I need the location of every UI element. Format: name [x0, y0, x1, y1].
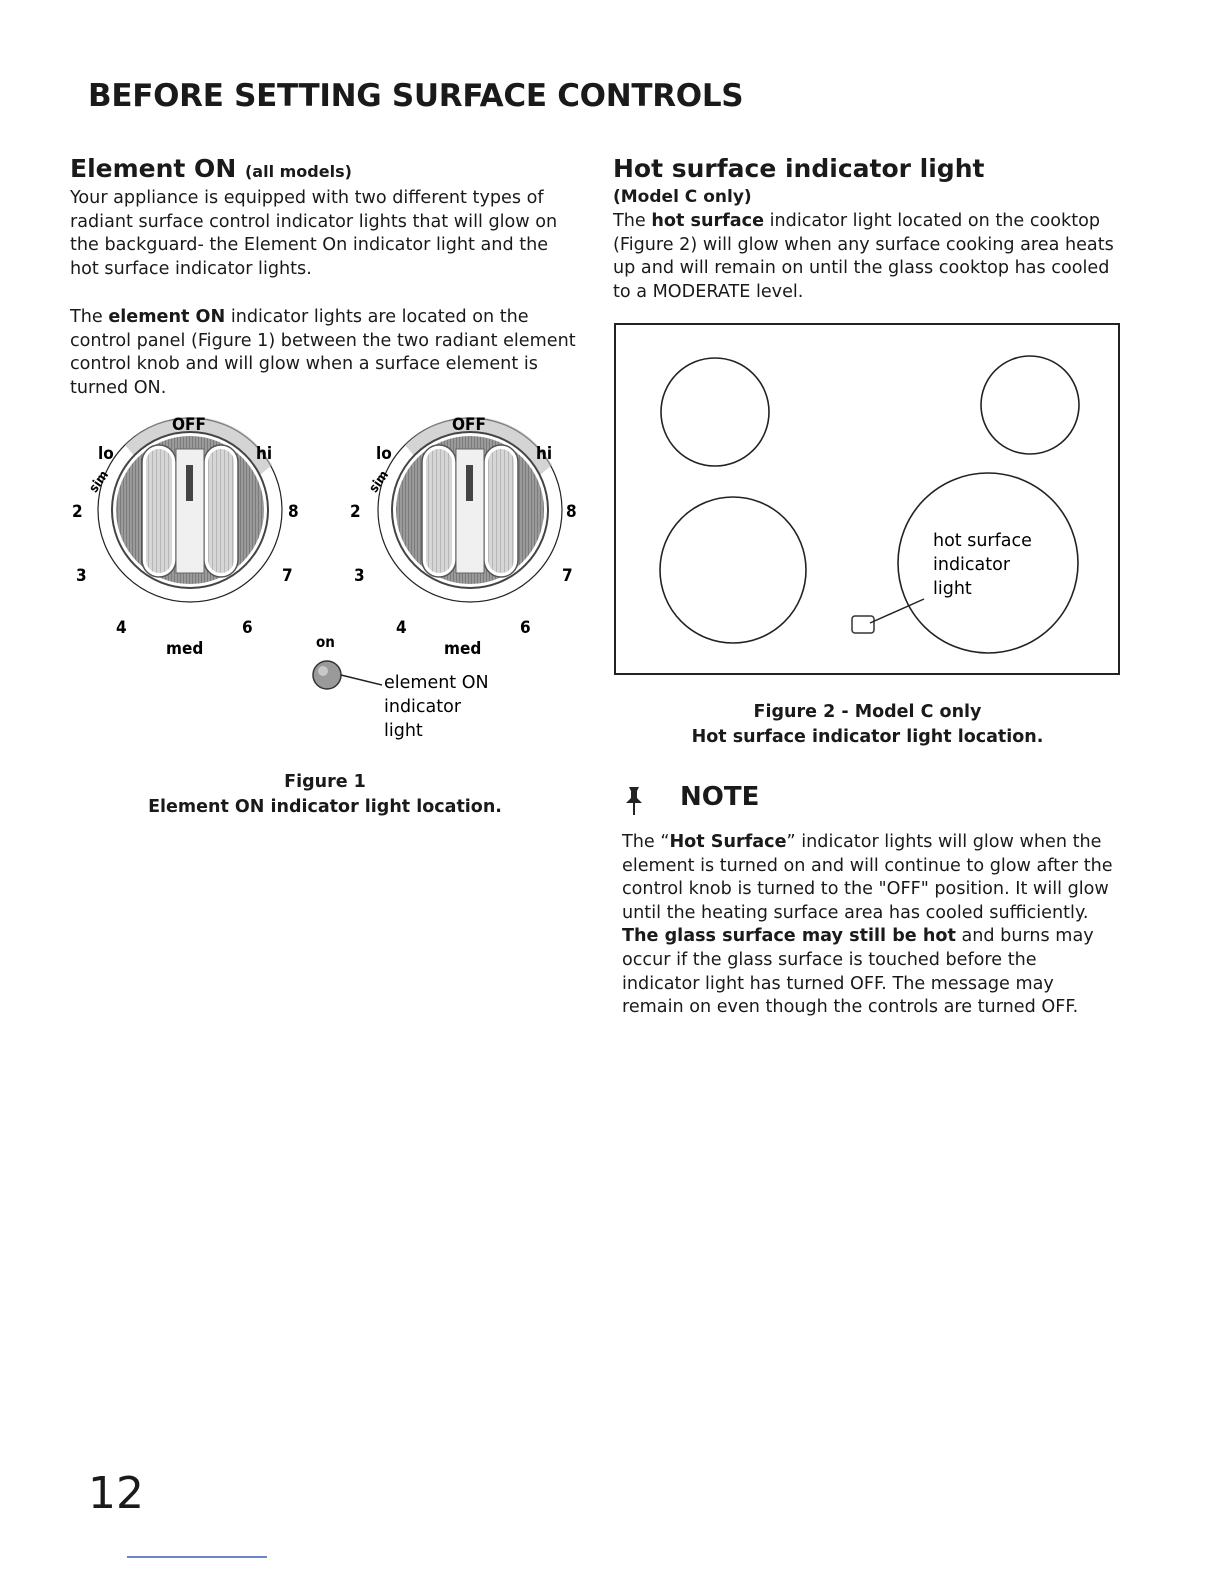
- pushpin-icon: [622, 785, 646, 817]
- right-knob-off-label: OFF: [452, 415, 486, 435]
- element-on-callout-line2: indicator: [384, 697, 462, 717]
- left-knob-8-label: 8: [288, 502, 299, 522]
- footer-rule: [127, 1556, 267, 1558]
- hot-surface-indicator-light: [852, 616, 874, 633]
- left-knob-4-label: 4: [116, 618, 127, 638]
- element-on-heading-text: Element ON: [70, 154, 237, 183]
- element-on-heading: [70, 154, 352, 183]
- p2-pre: The: [70, 307, 109, 327]
- left-knob-med-label: med: [166, 639, 204, 659]
- hs-post: indicator light located on the cooktop (Figure 2) will glow when any surface cooking area heats up and will remain on until the glass cooktop has cooled to a MODERATE level.: [613, 211, 1114, 302]
- right-knob-2-label: 2: [350, 502, 361, 522]
- right-knob-sim-label: sim: [366, 468, 393, 496]
- right-knob-3-label: 3: [354, 566, 365, 586]
- element-on-callout-line1: element ON: [384, 673, 489, 693]
- p2-bold: element ON: [108, 307, 226, 327]
- right-knob-pointer: [466, 465, 473, 501]
- note-b1: Hot Surface: [669, 832, 787, 852]
- element-on-callout-line3: light: [384, 721, 423, 741]
- left-knob-pointer: [186, 465, 193, 501]
- element-on-indicator-light: [313, 661, 341, 689]
- figure-1-caption-text: Element ON indicator light location.: [148, 797, 502, 817]
- right-knob-6-label: 6: [520, 618, 531, 638]
- left-knob-hi-label: hi: [256, 444, 273, 464]
- p2-post: indicator lights are located on the control panel (Figure 1) between the two radiant element control knob and will glow when a surface element is turned ON.: [70, 307, 576, 398]
- hot-surface-subheading: (Model C only): [613, 187, 752, 207]
- figure-2-cooktop: [614, 323, 1121, 677]
- figure-1-caption: [110, 770, 540, 820]
- left-knob-3-label: 3: [76, 566, 87, 586]
- on-label: on: [316, 633, 335, 651]
- left-knob: [98, 417, 282, 602]
- figure-2-caption: [614, 700, 1121, 750]
- right-knob-4-label: 4: [396, 618, 407, 638]
- page-title: BEFORE SETTING SURFACE CONTROLS: [88, 78, 744, 114]
- figure-1-knobs: [60, 405, 600, 750]
- figure-2-caption-title: Figure 2 - Model C only: [753, 702, 982, 722]
- right-knob-8-label: 8: [566, 502, 577, 522]
- note-t3: and burns may occur if the glass surface is touched before the indicator light has turned OFF. The message may remain on even though the controls are turned OFF.: [622, 926, 1094, 1018]
- right-knob-lo-label: lo: [376, 444, 392, 464]
- figure-2-caption-text: Hot surface indicator light location.: [691, 727, 1044, 747]
- note-title: NOTE: [680, 782, 760, 812]
- hot-surface-heading: Hot surface indicator light: [613, 154, 985, 183]
- hs-pre: The: [613, 211, 652, 231]
- note-b2: The glass surface may still be hot: [622, 926, 956, 947]
- figure-1-caption-title: Figure 1: [284, 772, 366, 792]
- element-on-heading-sub: (all models): [244, 162, 352, 181]
- page-number: 12: [88, 1468, 144, 1519]
- note-t1: The “: [622, 832, 670, 852]
- left-knob-sim-label: sim: [86, 468, 113, 496]
- element-on-paragraph-1: Your appliance is equipped with two different types of radiant surface control indicator lights that will glow on the backguard- the Element On indicator light and the hot surface indicator lights.: [70, 188, 558, 279]
- note-body: [622, 831, 1117, 1020]
- left-knob-6-label: 6: [242, 618, 253, 638]
- left-knob-off-label: OFF: [172, 415, 206, 435]
- hs-bold: hot surface: [651, 211, 765, 231]
- left-knob-7-label: 7: [282, 566, 293, 586]
- note-t2: ” indicator lights will glow when the element is turned on and will continue to glow after the control knob is turned to the "OFF" position. It will glow until the heating surface area has cooled sufficiently.: [622, 832, 1113, 923]
- right-knob-7-label: 7: [562, 566, 573, 586]
- hot-surface-callout-line3: light: [933, 579, 972, 599]
- right-knob: [378, 417, 562, 602]
- element-on-paragraph-2: [70, 306, 580, 400]
- left-knob-lo-label: lo: [98, 444, 114, 464]
- hot-surface-callout-line2: indicator: [933, 555, 1011, 575]
- hot-surface-paragraph: [613, 210, 1123, 304]
- hot-surface-callout-line1: hot surface: [933, 531, 1032, 551]
- left-knob-2-label: 2: [72, 502, 83, 522]
- right-knob-hi-label: hi: [536, 444, 553, 464]
- right-knob-med-label: med: [444, 639, 482, 659]
- element-on-callout-line: [341, 675, 382, 685]
